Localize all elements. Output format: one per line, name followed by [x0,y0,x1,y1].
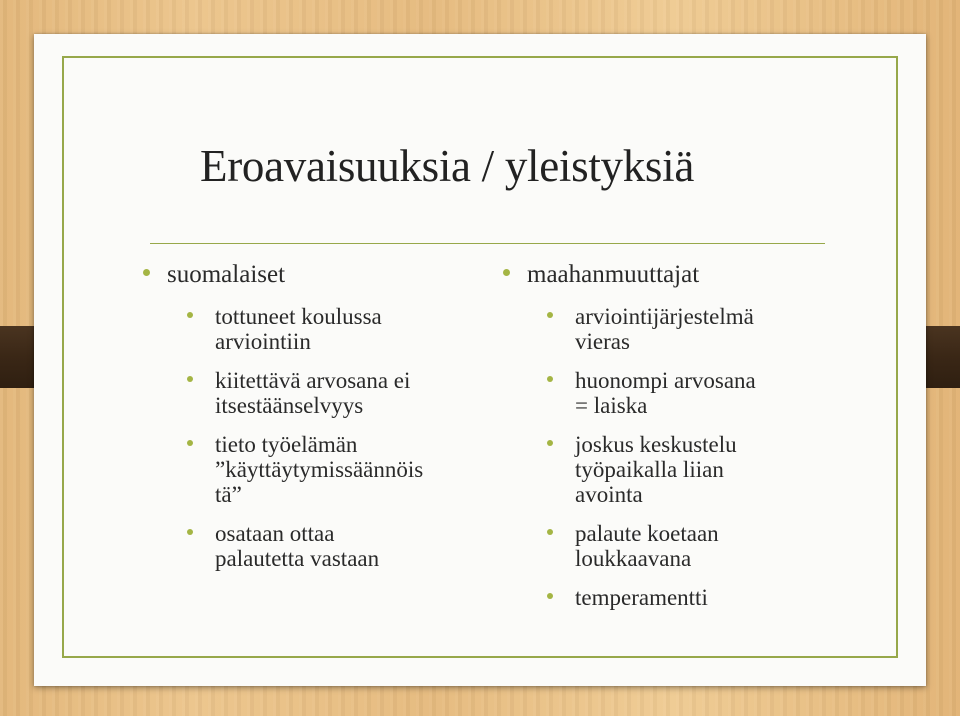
list-item-line: työpaikalla liian [575,457,724,482]
bullet-icon [547,376,553,382]
bullet-icon [143,269,150,276]
list-item-line: itsestäänselvyys [215,393,364,418]
list-item [503,432,843,507]
list-item [143,432,473,507]
bullet-icon [187,440,193,446]
bullet-icon [187,376,193,382]
column-right [503,258,843,624]
list-item [503,521,843,571]
bullet-icon [547,440,553,446]
bullet-icon [547,312,553,318]
list-item-line: avointa [575,482,643,507]
list-item-line: tottuneet koulussa [215,304,382,329]
list-item [143,304,473,354]
bullet-icon [547,593,553,599]
column-left [143,258,473,585]
column-heading-text: suomalaiset [167,261,286,288]
list-item [143,368,473,418]
list-item-line: arviointiin [215,329,311,354]
list-item [503,585,843,610]
list-item-line: osataan ottaa [215,521,335,546]
list-item-line: = laiska [575,393,648,418]
column-heading [143,258,473,292]
list-item [143,521,473,571]
slide-title: Eroavaisuuksia / yleistyksiä [200,141,695,191]
list-item-line: palaute koetaan [575,521,719,546]
column-heading-text: maahanmuuttajat [527,261,700,288]
list-item-line: loukkaavana [575,546,692,571]
bullet-list [143,304,473,571]
list-item-line: kiitettävä arvosana ei [215,368,411,393]
title-divider [150,243,825,244]
bullet-icon [187,529,193,535]
bullet-list [503,304,843,610]
list-item-line: vieras [575,329,630,354]
column-heading [503,258,843,292]
list-item-line: joskus keskustelu [575,432,737,457]
bullet-icon [187,312,193,318]
list-item-line: arviointijärjestelmä [575,304,754,329]
list-item-line: ”käyttäytymissäännöis [215,457,424,482]
bullet-icon [547,529,553,535]
list-item [503,368,843,418]
list-item-line: huonompi arvosana [575,368,756,393]
list-item-line: tieto työelämän [215,432,358,457]
bullet-icon [503,269,510,276]
list-item [503,304,843,354]
list-item-line: tä” [215,482,242,507]
list-item-line: temperamentti [575,585,708,610]
list-item-line: palautetta vastaan [215,546,380,571]
